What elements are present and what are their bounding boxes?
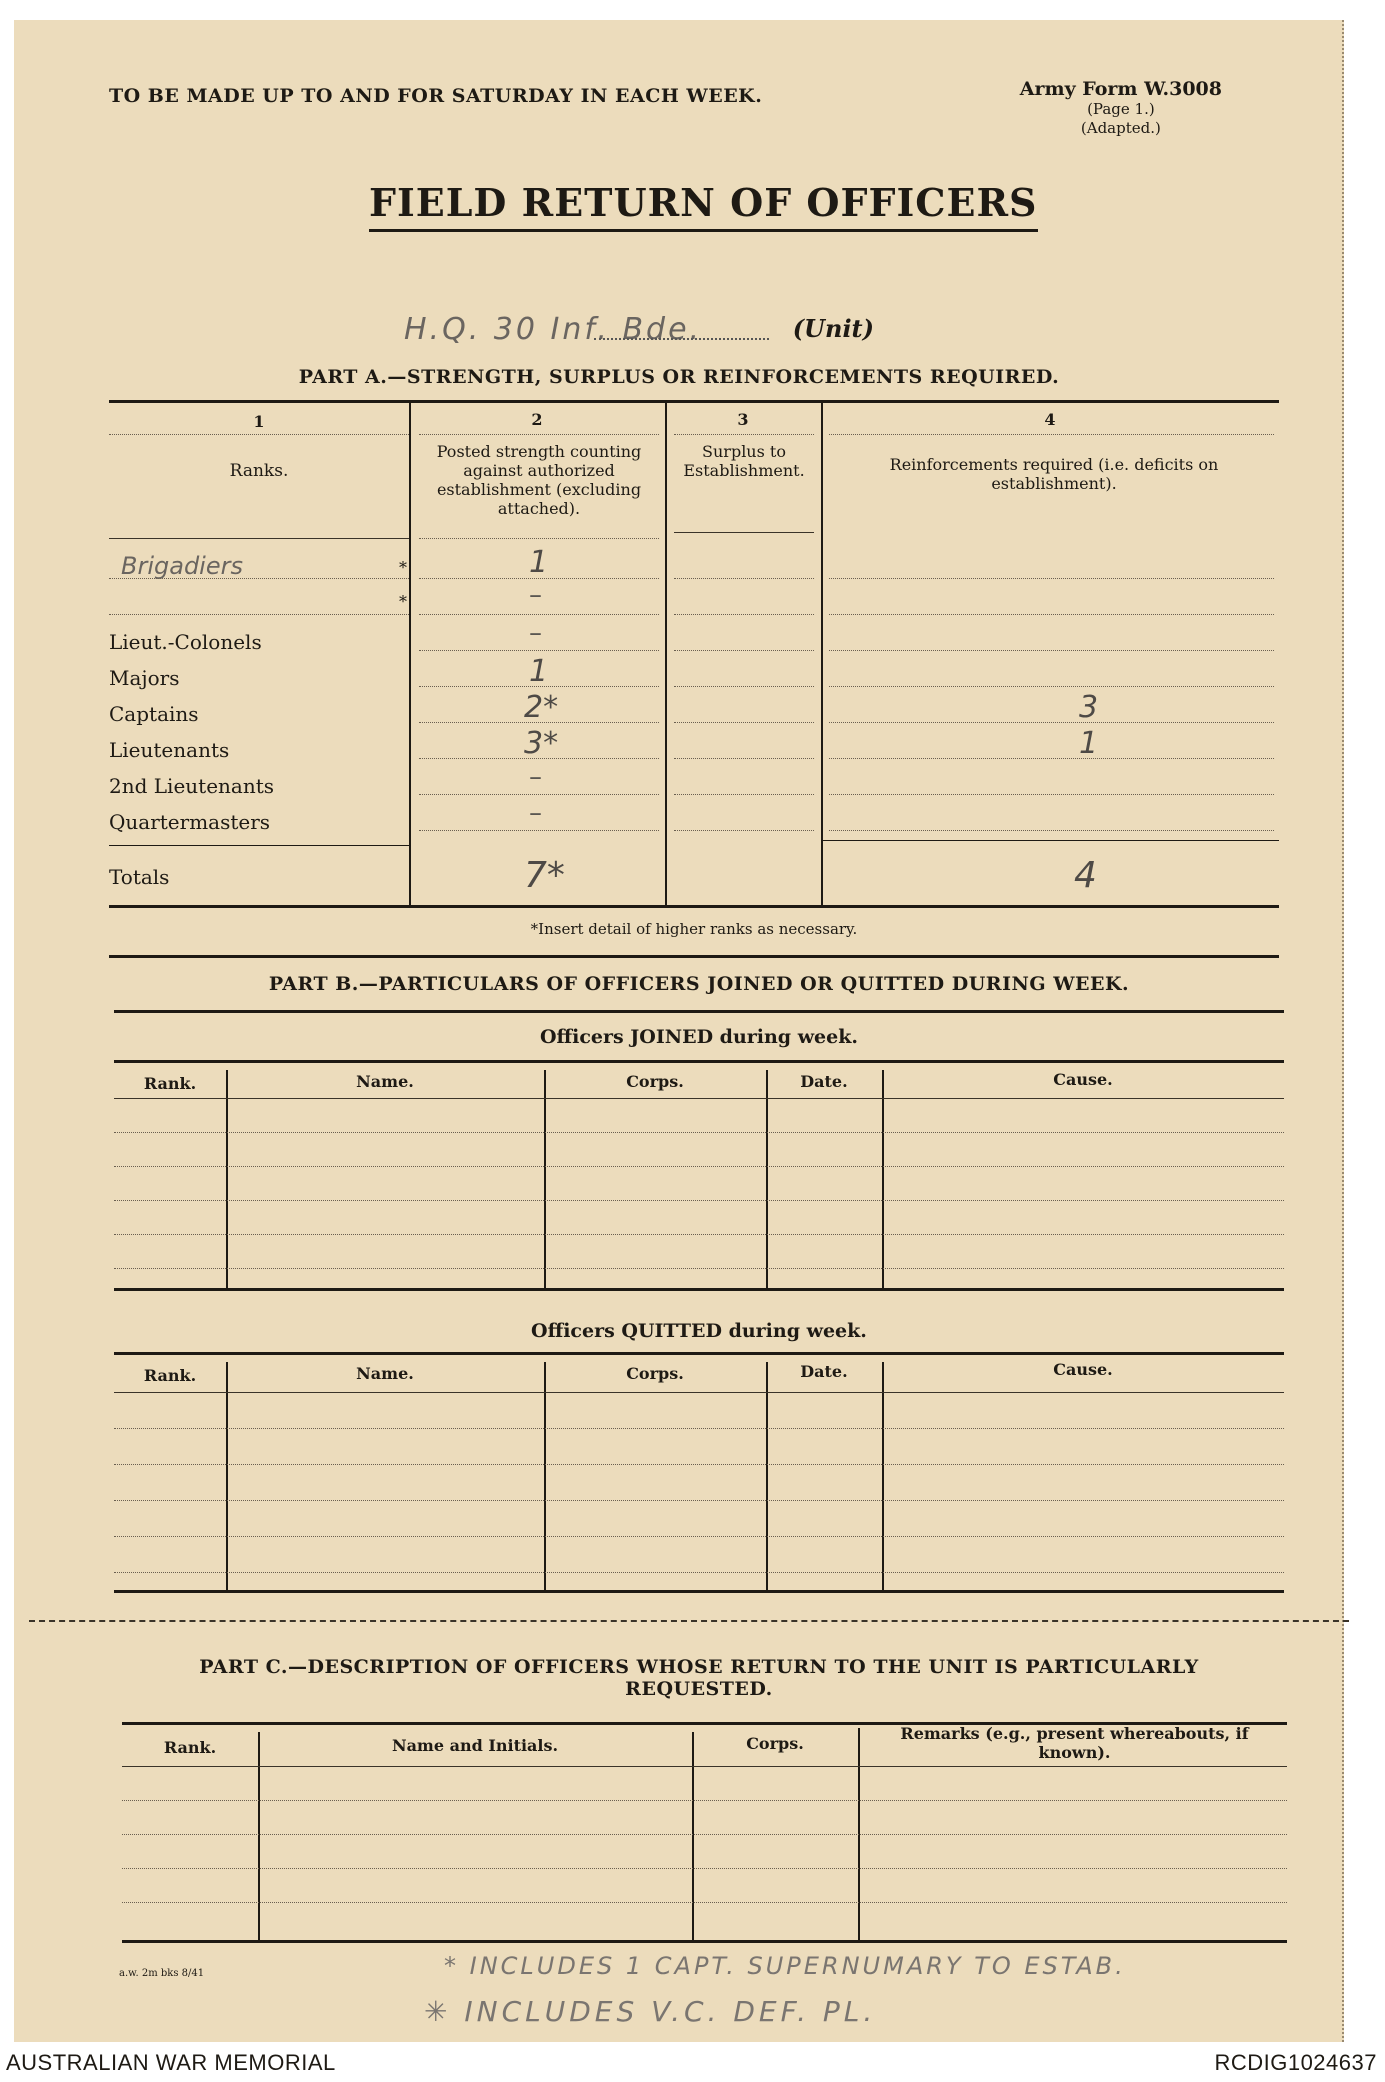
rank-label: Captains: [109, 702, 199, 726]
quitted-table: [114, 1352, 1284, 1622]
col-divider: [882, 1070, 884, 1290]
dotted-rule: [122, 1868, 1287, 1869]
rule: [674, 532, 814, 533]
col-name: Name.: [356, 1364, 414, 1383]
col-corps: Corps.: [626, 1364, 684, 1383]
rank-label: Quartermasters: [109, 810, 271, 834]
col-number-3: 3: [737, 410, 749, 429]
rule: [109, 538, 409, 539]
page-title: FIELD RETURN OF OFFICERS: [369, 180, 1038, 232]
part-c-table: [122, 1722, 1287, 1962]
posted-value: 3*: [524, 726, 559, 761]
dotted-rule: [114, 1234, 1284, 1235]
rank-label: Majors: [109, 666, 180, 690]
dotted-rule: [109, 614, 409, 615]
dotted-rule: [419, 578, 659, 579]
rule: [109, 955, 1279, 958]
col-cause: Cause.: [1053, 1070, 1113, 1089]
rule: [114, 1392, 1284, 1393]
col-rank: Rank.: [143, 1074, 197, 1093]
rank-star: *: [399, 592, 407, 611]
rule: [109, 845, 409, 846]
posted-value: 1: [529, 654, 549, 689]
dotted-rule: [829, 614, 1274, 615]
rule: [109, 905, 1279, 908]
col-divider: [544, 1070, 546, 1290]
part-a-table: [109, 400, 1279, 1000]
col-head-ranks: Ranks.: [229, 461, 289, 481]
dotted-rule: [419, 614, 659, 615]
footer-institution: AUSTRALIAN WAR MEMORIAL: [6, 2050, 336, 2075]
rank-label: Lieutenants: [109, 738, 230, 762]
dotted-rule: [674, 722, 814, 723]
dotted-rule: [109, 434, 409, 435]
form-page: (Page 1.): [1087, 100, 1155, 118]
dotted-rule: [114, 1132, 1284, 1133]
dotted-rule: [829, 578, 1274, 579]
dotted-rule: [829, 758, 1274, 759]
dotted-rule: [122, 1800, 1287, 1801]
form-number: Army Form W.3008: [1019, 78, 1222, 100]
col-divider: [665, 400, 667, 905]
dotted-rule: [114, 1200, 1284, 1201]
col-cause: Cause.: [1053, 1360, 1113, 1379]
dotted-rule: [419, 686, 659, 687]
dotted-rule: [419, 650, 659, 651]
col-head-reinforcements: Reinforcements required (i.e. deficits on establishment).: [889, 455, 1219, 493]
dotted-rule: [829, 686, 1274, 687]
dotted-rule: [122, 1902, 1287, 1903]
quitted-title: Officers QUITTED during week.: [531, 1320, 867, 1342]
unit-field: [404, 312, 874, 346]
col-divider: [766, 1362, 768, 1592]
col-head-posted: Posted strength counting against authorized establishment (excluding attached).: [436, 442, 642, 518]
dotted-rule: [419, 722, 659, 723]
reinforcement-value: 1: [1079, 726, 1099, 761]
col-number-1: 1: [253, 412, 265, 431]
col-corps: Corps.: [626, 1072, 684, 1091]
dotted-rule: [829, 650, 1274, 651]
col-name: Name.: [356, 1072, 414, 1091]
col-divider: [544, 1362, 546, 1592]
handwritten-note-1: * INCLUDES 1 CAPT. SUPERNUMARY TO ESTAB.: [444, 1952, 1126, 1980]
part-c-heading-line2: REQUESTED.: [625, 1678, 773, 1700]
rule: [122, 1940, 1287, 1943]
dotted-rule: [829, 434, 1274, 435]
col-divider: [858, 1728, 860, 1942]
dotted-rule: [674, 794, 814, 795]
dotted-rule: [114, 1500, 1284, 1501]
rank-label: 2nd Lieutenants: [109, 774, 275, 798]
print-code: a.w. 2m bks 8/41: [119, 1968, 205, 1979]
footer-record-id: RCDIG1024637: [1214, 2050, 1377, 2075]
dotted-rule: [674, 614, 814, 615]
unit-label: (Unit): [792, 314, 874, 343]
perforation-line: [29, 1620, 1349, 1622]
dotted-rule: [419, 794, 659, 795]
rank-text: Lieut.-Colonels: [109, 630, 262, 654]
unit-value: H.Q. 30 Inf. Bde.: [404, 312, 703, 347]
totals-posted: 7*: [524, 855, 565, 896]
joined-table: [114, 1060, 1284, 1320]
col-rank: Rank.: [143, 1366, 197, 1385]
rank-star: *: [399, 558, 407, 577]
dotted-rule: [829, 722, 1274, 723]
dotted-rule: [674, 578, 814, 579]
dotted-rule: [114, 1572, 1284, 1573]
dotted-rule: [829, 830, 1274, 831]
dotted-rule: [674, 686, 814, 687]
col-divider: [409, 400, 411, 905]
col-number-4: 4: [1044, 410, 1056, 429]
rule: [821, 840, 1279, 841]
posted-value: –: [529, 618, 542, 648]
joined-title: Officers JOINED during week.: [539, 1026, 859, 1048]
posted-value: 1: [529, 545, 549, 580]
posted-value: –: [529, 798, 542, 828]
dotted-rule: [122, 1834, 1287, 1835]
totals-label: Totals: [109, 865, 170, 889]
dotted-rule: [114, 1268, 1284, 1269]
col-divider: [821, 400, 823, 905]
col-divider: [258, 1732, 260, 1942]
rule: [114, 1288, 1284, 1291]
col-head-surplus: Surplus to Establishment.: [683, 442, 805, 480]
dotted-rule: [674, 758, 814, 759]
dotted-rule: [419, 758, 659, 759]
part-a-heading: PART A.—STRENGTH, SURPLUS OR REINFORCEMENTS REQUIRED.: [298, 366, 1060, 388]
dotted-rule: [674, 830, 814, 831]
dotted-rule: [109, 578, 409, 579]
form-number-block: [1020, 78, 1222, 138]
part-c-heading: [114, 1656, 1284, 1700]
header-instruction: TO BE MADE UP TO AND FOR SATURDAY IN EACH WEEK.: [109, 85, 763, 107]
col-divider: [882, 1362, 884, 1592]
form-adapted: (Adapted.): [1080, 119, 1161, 137]
dotted-rule: [114, 1428, 1284, 1429]
col-number-2: 2: [531, 410, 543, 429]
col-name-initials: Name and Initials.: [391, 1736, 559, 1755]
col-date: Date.: [800, 1072, 848, 1091]
posted-value: –: [529, 580, 542, 610]
posted-value: –: [529, 762, 542, 792]
col-divider: [226, 1070, 228, 1290]
rule: [114, 1010, 1284, 1013]
unit-dotted-line: [594, 338, 769, 340]
handwritten-note-2: ✳ INCLUDES V.C. DEF. PL.: [424, 1995, 877, 2028]
dotted-rule: [114, 1166, 1284, 1167]
rule: [114, 1060, 1284, 1063]
dotted-rule: [419, 434, 659, 435]
part-b-heading: PART B.—PARTICULARS OF OFFICERS JOINED OR QUITTED DURING WEEK.: [268, 973, 1130, 995]
col-divider: [766, 1070, 768, 1290]
rank-label: Brigadiers: [121, 552, 243, 580]
dotted-rule: [114, 1536, 1284, 1537]
col-divider: [226, 1362, 228, 1592]
rule: [109, 400, 1279, 403]
col-corps: Corps.: [746, 1734, 804, 1753]
rule: [114, 1098, 1284, 1099]
dotted-rule: [419, 830, 659, 831]
col-date: Date.: [800, 1362, 848, 1381]
dotted-rule: [114, 1464, 1284, 1465]
part-a-footnote: *Insert detail of higher ranks as necessary.: [530, 920, 858, 938]
dotted-rule: [829, 794, 1274, 795]
form-sheet: [14, 20, 1344, 2042]
reinforcement-value: 3: [1079, 690, 1099, 725]
posted-value: 2*: [524, 690, 559, 725]
col-remarks: Remarks (e.g., present whereabouts, if known).: [900, 1724, 1249, 1762]
dotted-rule: [674, 434, 814, 435]
rank-label: [109, 630, 262, 654]
col-divider: [692, 1732, 694, 1942]
dotted-rule: [419, 538, 659, 539]
rule: [114, 1352, 1284, 1355]
rule: [122, 1766, 1287, 1767]
col-rank: Rank.: [163, 1738, 217, 1757]
totals-reinforcements: 4: [1074, 855, 1097, 896]
part-c-heading-line1: PART C.—DESCRIPTION OF OFFICERS WHOSE RETURN TO THE UNIT IS PARTICULARLY: [199, 1656, 1199, 1678]
dotted-rule: [674, 650, 814, 651]
rule: [114, 1590, 1284, 1593]
